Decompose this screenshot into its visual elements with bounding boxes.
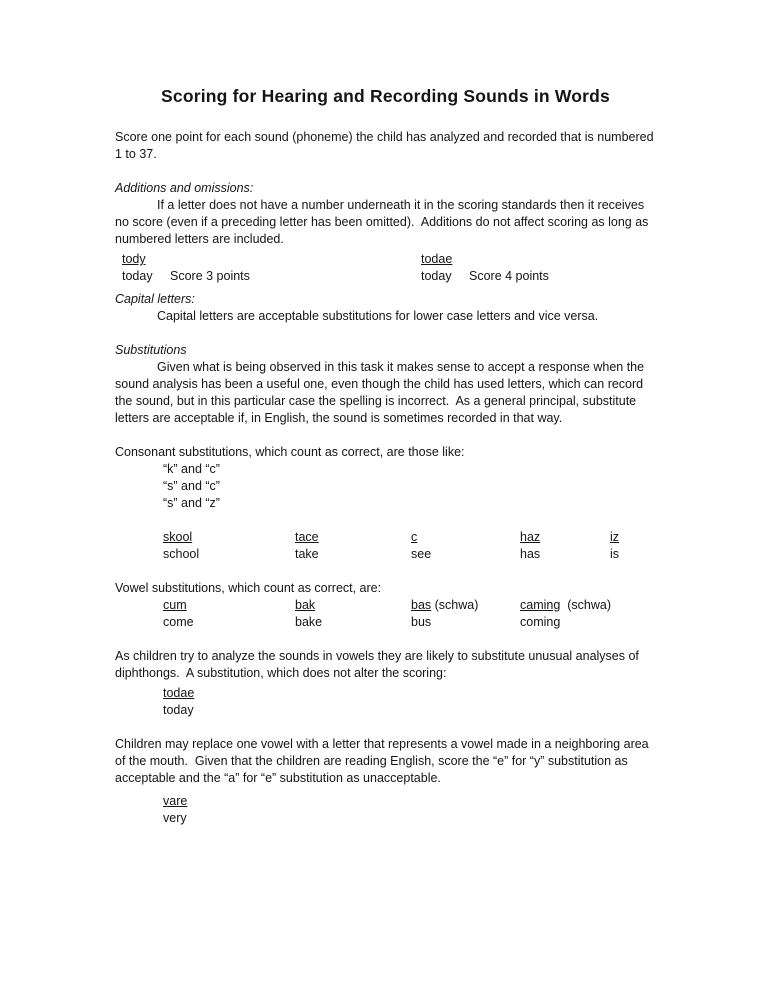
capitals-body: Capital letters are acceptable substitutions for lower case letters and vice versa. [157, 309, 599, 323]
attempt-cell [411, 529, 520, 546]
diphthongs-body: As children try to analyze the sounds in vowels they are likely to substitute unusual analyses of diphthongs. A substitution, which does not alter the scoring: [115, 649, 643, 680]
target-row [163, 614, 656, 631]
consonant-pairs [163, 461, 656, 512]
neighboring-body: Children may replace one vowel with a letter that represents a vowel made in a neighboring area of the mouth. Given that the children are reading English, score the “e” for “y” substitution as acceptable and the “a” for “e” substitution as unacceptable. [115, 737, 653, 785]
attempt-cell [295, 529, 411, 546]
score-label: Score 3 points [170, 269, 250, 283]
attempt-word: todae [421, 252, 453, 266]
additions-examples [115, 251, 656, 285]
section-substitutions [115, 342, 656, 427]
target-word: today [421, 269, 452, 283]
additions-heading: Additions and omissions: [115, 181, 254, 195]
additions-body: If a letter does not have a number underneath it in the scoring standards then it receives no score (even if a preceding letter has been omitted). Additions do not affect scoring as long as numbered letters are included. [115, 198, 652, 246]
example-column-right [421, 251, 656, 285]
target-cell: bus [411, 615, 432, 629]
substitutions-heading: Substitutions [115, 343, 187, 357]
attempt-word: cum [163, 598, 187, 612]
example-column-left [115, 251, 421, 285]
attempt-word: bak [295, 598, 316, 612]
attempt-line [421, 251, 656, 268]
intro-paragraph: Score one point for each sound (phoneme) the child has analyzed and recorded that is numbered 1 to 37. [115, 130, 658, 161]
target-cell: take [295, 547, 319, 561]
target-cell: is [610, 547, 620, 561]
attempt-word: tody [122, 252, 146, 266]
attempt-line [163, 793, 656, 810]
target-row [163, 546, 656, 563]
attempt-cell [411, 597, 520, 614]
score-label: Score 4 points [469, 269, 549, 283]
diphthongs-example [163, 685, 656, 719]
attempt-word: vare [163, 794, 188, 808]
attempt-word: tace [295, 530, 319, 544]
target-line [163, 810, 656, 827]
attempt-row [163, 597, 656, 614]
pair-item: “s” and “c” [163, 479, 220, 493]
target-cell: come [163, 615, 194, 629]
attempt-cell [610, 529, 656, 546]
attempt-word: haz [520, 530, 541, 544]
schwa-note: (schwa) [560, 598, 611, 612]
section-capital-letters [115, 291, 656, 325]
attempt-word: bas [411, 598, 432, 612]
target-word: today [163, 703, 194, 717]
attempt-cell [520, 529, 610, 546]
consonant-example-table [163, 529, 656, 563]
vowel-example-table [163, 597, 656, 631]
substitutions-body: Given what is being observed in this task it makes sense to accept a response when the sound analysis has been a useful one, even though the child has used letters, which can record the sound, but in this particular case the spelling is incorrect. As a general principal, substitute letters are acceptable if, in English, the sound is sometimes recorded in that way. [115, 360, 648, 425]
attempt-cell [163, 529, 295, 546]
target-line [163, 702, 656, 719]
target-cell: see [411, 547, 432, 561]
target-cell: school [163, 547, 200, 561]
attempt-line [163, 685, 656, 702]
section-vowel-substitutions [115, 580, 656, 631]
target-word: today [122, 269, 153, 283]
section-additions-omissions [115, 180, 656, 285]
attempt-word: todae [163, 686, 195, 700]
section-neighboring-vowels [115, 736, 656, 827]
page-title: Scoring for Hearing and Recording Sounds in Words [161, 86, 610, 106]
attempt-cell [163, 597, 295, 614]
target-line [421, 268, 656, 285]
attempt-word: caming [520, 598, 561, 612]
target-line [122, 268, 421, 285]
section-consonant-substitutions [115, 444, 656, 563]
vowel-lead: Vowel substitutions, which count as correct, are: [115, 581, 382, 595]
attempt-row [163, 529, 656, 546]
attempt-word: skool [163, 530, 193, 544]
attempt-cell [520, 597, 656, 614]
attempt-line [122, 251, 421, 268]
capitals-heading: Capital letters: [115, 292, 195, 306]
attempt-word: iz [610, 530, 620, 544]
pair-item: “s” and “z” [163, 496, 220, 510]
target-cell: bake [295, 615, 323, 629]
consonant-lead: Consonant substitutions, which count as correct, are those like: [115, 445, 465, 459]
section-diphthongs [115, 648, 656, 719]
attempt-cell [295, 597, 411, 614]
target-word: very [163, 811, 187, 825]
pair-item: “k” and “c” [163, 462, 220, 476]
target-cell: has [520, 547, 541, 561]
schwa-note: (schwa) [431, 598, 479, 612]
target-cell: coming [520, 615, 561, 629]
attempt-word: c [411, 530, 418, 544]
neighboring-example [163, 793, 656, 827]
